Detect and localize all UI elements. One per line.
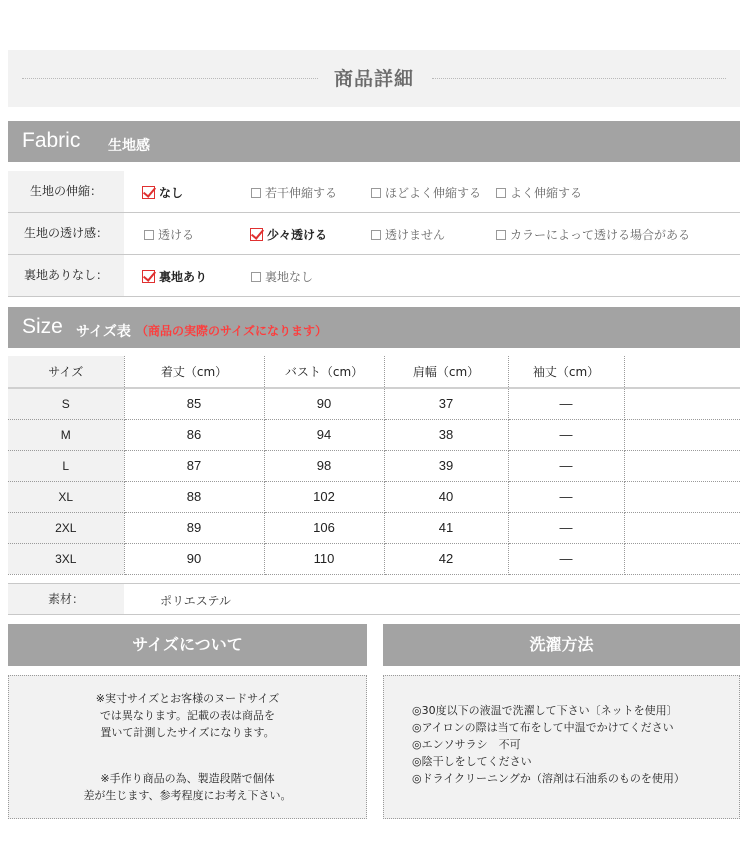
wash-instruction: ◎30度以下の液温で洗濯して下さい〔ネットを使用〕 bbox=[412, 704, 678, 717]
size-info-line: 置いて計測したサイズになります。 bbox=[100, 726, 275, 739]
fabric-row-label: 生地の透け感： bbox=[8, 213, 124, 254]
sheer-option-color-dependent: カラーによって透ける場合がある bbox=[496, 226, 690, 243]
size-info-line: 差が生じます、参考程度にお考え下さい。 bbox=[83, 789, 292, 802]
title-divider-right bbox=[432, 78, 726, 79]
product-details-header bbox=[8, 50, 740, 107]
wash-instruction: ◎ドライクリーニングか（溶剤は石油系のものを使用） bbox=[412, 772, 685, 785]
bust-cell: 90 bbox=[264, 388, 384, 419]
size-info-line: ※手作り商品の為、製造段階で個体 bbox=[100, 772, 275, 785]
bust-cell: 102 bbox=[264, 481, 384, 512]
size-heading-jp: サイズ表 bbox=[76, 324, 131, 340]
bust-cell: 98 bbox=[264, 450, 384, 481]
shoulder-cell: 38 bbox=[384, 419, 508, 450]
size-info-paragraph bbox=[9, 770, 366, 804]
size-cell: 3XL bbox=[8, 543, 124, 574]
size-info-paragraph bbox=[9, 690, 366, 741]
table-row bbox=[8, 543, 740, 574]
empty-cell bbox=[624, 512, 740, 543]
checkbox-icon bbox=[496, 230, 506, 240]
bust-cell: 94 bbox=[264, 419, 384, 450]
length-cell: 86 bbox=[124, 419, 264, 450]
sleeve-cell: — bbox=[508, 450, 624, 481]
size-table bbox=[8, 356, 740, 575]
stretch-option-moderate: ほどよく伸縮する bbox=[371, 184, 481, 201]
stretch-option-slight: 若干伸縮する bbox=[251, 184, 337, 201]
checkbox-icon bbox=[496, 188, 506, 198]
sheer-option-not: 透けません bbox=[371, 226, 445, 243]
table-row bbox=[8, 450, 740, 481]
wash-instruction: ◎アイロンの際は当て布をして中温でかけてください bbox=[412, 721, 674, 734]
size-section-header bbox=[8, 307, 740, 348]
size-cell: 2XL bbox=[8, 512, 124, 543]
sheer-option-slightly: 少々透ける bbox=[250, 226, 327, 243]
shoulder-cell: 40 bbox=[384, 481, 508, 512]
fabric-row-label: 裏地ありなし： bbox=[8, 255, 124, 296]
fabric-row-sheerness bbox=[8, 213, 740, 255]
sleeve-cell: — bbox=[508, 543, 624, 574]
shoulder-cell: 37 bbox=[384, 388, 508, 419]
checkbox-icon bbox=[251, 272, 261, 282]
fabric-row-lining bbox=[8, 255, 740, 297]
table-row bbox=[8, 512, 740, 543]
stretch-option-none: なし bbox=[142, 184, 183, 201]
header-cell: 袖丈（cm） bbox=[508, 356, 624, 388]
wash-heading: 洗濯方法 bbox=[383, 624, 740, 666]
size-cell: M bbox=[8, 419, 124, 450]
size-info-box bbox=[8, 675, 367, 819]
sheer-option-sheer: 透ける bbox=[144, 226, 194, 243]
checked-checkbox-icon bbox=[142, 186, 155, 199]
shoulder-cell: 41 bbox=[384, 512, 508, 543]
empty-cell bbox=[624, 419, 740, 450]
bust-cell: 110 bbox=[264, 543, 384, 574]
empty-cell bbox=[624, 388, 740, 419]
checked-checkbox-icon bbox=[250, 228, 263, 241]
header-cell: バスト（cm） bbox=[264, 356, 384, 388]
checkbox-icon bbox=[371, 230, 381, 240]
checkbox-icon bbox=[144, 230, 154, 240]
wash-instruction: ◎エンソサラシ 不可 bbox=[412, 738, 521, 751]
wash-instruction: ◎陰干しをしてください bbox=[412, 755, 532, 768]
sleeve-cell: — bbox=[508, 512, 624, 543]
length-cell: 87 bbox=[124, 450, 264, 481]
table-row bbox=[8, 388, 740, 419]
header-cell: サイズ bbox=[8, 356, 124, 388]
size-table-header-row bbox=[8, 356, 740, 388]
size-info-heading: サイズについて bbox=[8, 624, 367, 666]
table-row bbox=[8, 419, 740, 450]
page-title: 商品詳細 bbox=[333, 68, 414, 90]
size-info-line: ※実寸サイズとお客様のヌードサイズ bbox=[95, 692, 280, 705]
material-value: ポリエステル bbox=[160, 594, 231, 608]
lining-option-yes: 裏地あり bbox=[142, 268, 207, 285]
size-cell: XL bbox=[8, 481, 124, 512]
fabric-row-stretch bbox=[8, 171, 740, 213]
empty-cell bbox=[624, 481, 740, 512]
size-note: （商品の実際のサイズになります） bbox=[136, 324, 328, 338]
sleeve-cell: — bbox=[508, 419, 624, 450]
checked-checkbox-icon bbox=[142, 270, 155, 283]
size-cell: L bbox=[8, 450, 124, 481]
empty-cell bbox=[624, 543, 740, 574]
material-label: 素材： bbox=[8, 584, 124, 614]
fabric-heading-jp: 生地感 bbox=[108, 138, 150, 154]
table-row bbox=[8, 481, 740, 512]
length-cell: 90 bbox=[124, 543, 264, 574]
empty-cell bbox=[624, 450, 740, 481]
header-cell bbox=[624, 356, 740, 388]
material-row bbox=[8, 583, 740, 615]
size-heading-en: Size bbox=[22, 315, 63, 338]
length-cell: 85 bbox=[124, 388, 264, 419]
length-cell: 88 bbox=[124, 481, 264, 512]
fabric-section-header bbox=[8, 121, 740, 162]
sleeve-cell: — bbox=[508, 481, 624, 512]
length-cell: 89 bbox=[124, 512, 264, 543]
shoulder-cell: 39 bbox=[384, 450, 508, 481]
fabric-heading-en: Fabric bbox=[22, 129, 81, 152]
checkbox-icon bbox=[371, 188, 381, 198]
stretch-option-high: よく伸縮する bbox=[496, 184, 582, 201]
size-cell: S bbox=[8, 388, 124, 419]
wash-box bbox=[383, 675, 740, 819]
header-cell: 肩幅（cm） bbox=[384, 356, 508, 388]
size-info-line: では異なります。記載の表は商品を bbox=[99, 709, 276, 722]
bust-cell: 106 bbox=[264, 512, 384, 543]
shoulder-cell: 42 bbox=[384, 543, 508, 574]
sleeve-cell: — bbox=[508, 388, 624, 419]
checkbox-icon bbox=[251, 188, 261, 198]
fabric-row-label: 生地の伸縮： bbox=[8, 171, 124, 212]
header-cell: 着丈（cm） bbox=[124, 356, 264, 388]
lining-option-no: 裏地なし bbox=[251, 268, 313, 285]
